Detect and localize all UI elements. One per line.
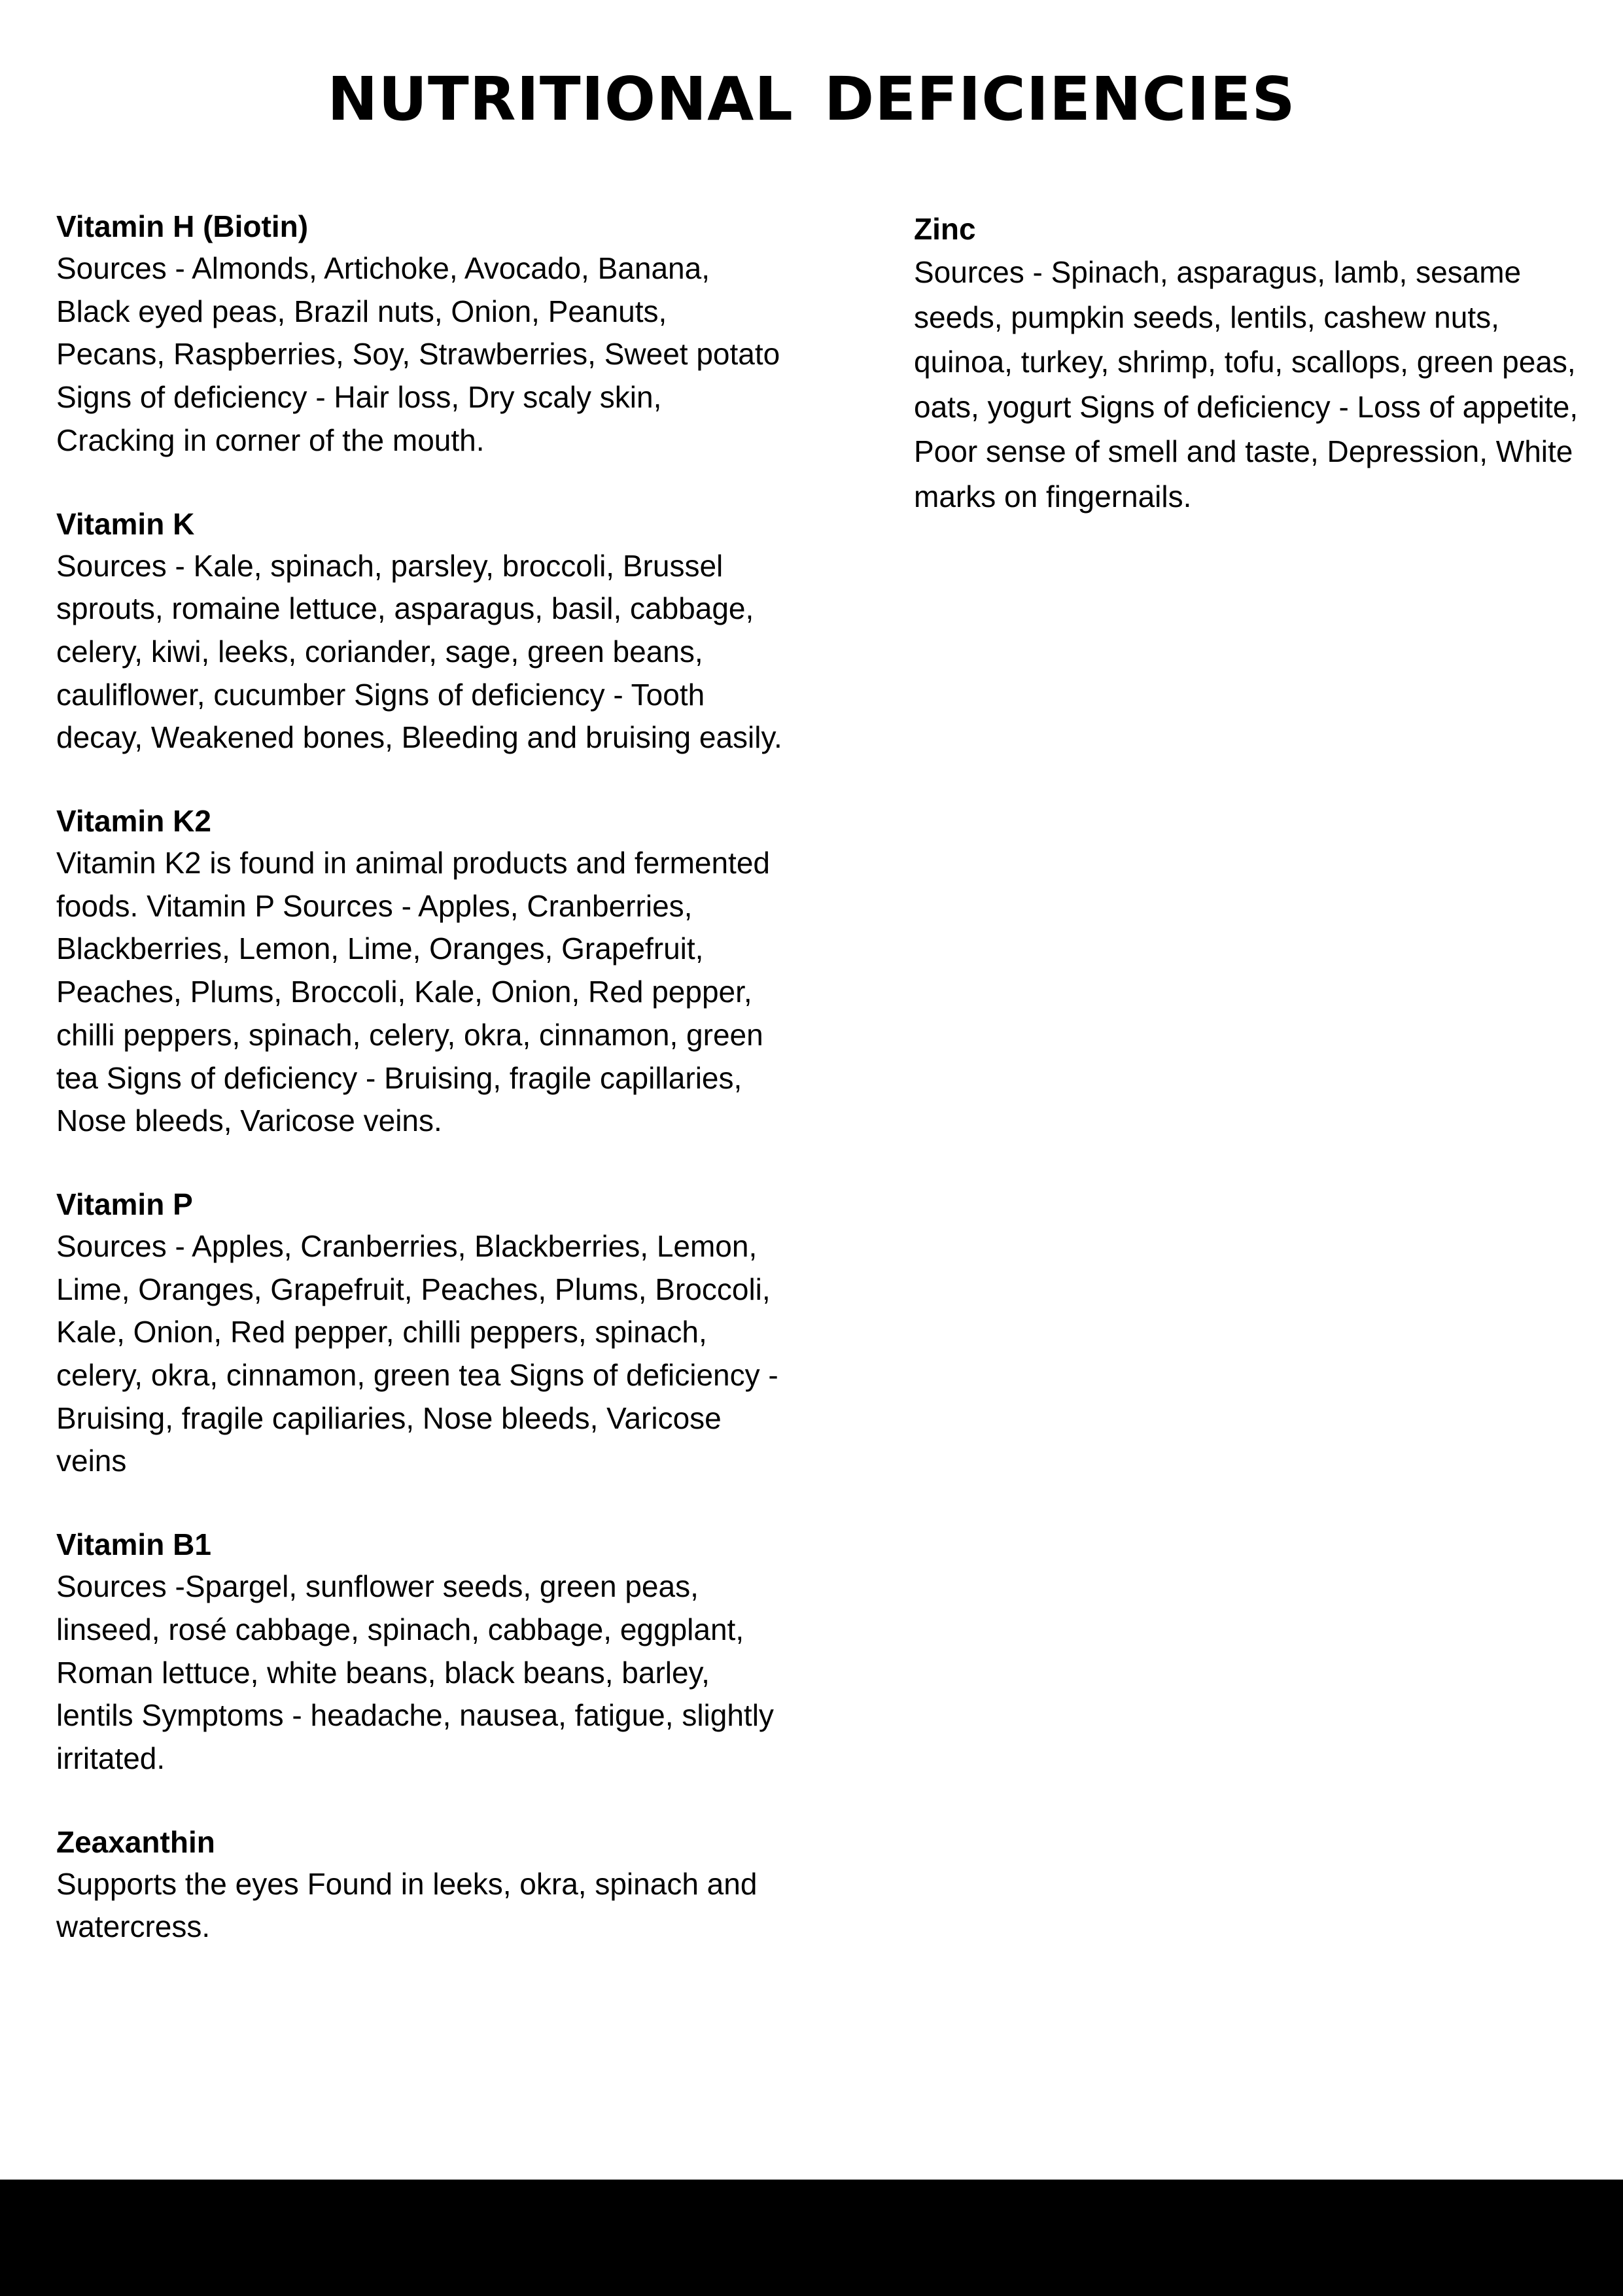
- right-column: [914, 211, 1588, 563]
- entry-vitamin-p: [56, 1186, 782, 1483]
- entry-heading: Vitamin H (Biotin): [56, 209, 309, 243]
- entry-heading: Vitamin K: [56, 506, 195, 541]
- entry-heading: Zinc: [914, 212, 976, 246]
- entry-heading: Vitamin K2: [56, 804, 211, 839]
- entry-heading: Vitamin B1: [56, 1527, 211, 1562]
- entry-vitamin-k2: [56, 803, 782, 1143]
- entry-vitamin-k: [56, 506, 782, 760]
- entry-vitamin-h: [56, 208, 782, 462]
- entry-text: Sources - Kale, spinach, parsley, broccoli, Brussel sprouts, romaine lettuce, asparagus, basil, cabbage, celery, kiwi, leeks, coriander, sage, green beans, cauliflower, cucumber Signs of deficiency - Tooth decay, Weakened bones, Bleeding and bruising easily.: [56, 548, 782, 755]
- entry-zinc: [914, 211, 1588, 519]
- page-title: NUTRITIONAL DEFICIENCIES: [327, 64, 1296, 134]
- entry-text: Sources - Almonds, Artichoke, Avocado, Banana, Black eyed peas, Brazil nuts, Onion, Peanuts, Pecans, Raspberries, Soy, Strawberries, Sweet potato Signs of deficiency - Hair loss, Dry scaly skin, Cracking in corner of the mouth.: [56, 251, 780, 457]
- entry-text: Sources - Spinach, asparagus, lamb, sesame seeds, pumpkin seeds, lentils, cashew nuts, quinoa, turkey, shrimp, tofu, scallops, green peas, oats, yogurt Signs of deficiency - Loss of appetite, Poor sense of smell and taste, Depression, White marks on fingernails.: [914, 255, 1579, 513]
- left-column: [56, 208, 782, 1992]
- footer-bar: [0, 2180, 1623, 2296]
- entry-text: Sources - Apples, Cranberries, Blackberries, Lemon, Lime, Oranges, Grapefruit, Peaches, Plums, Broccoli, Kale, Onion, Red pepper, chilli peppers, spinach, celery, okra, cinnamon, green tea Signs of deficiency - Bruising, fragile capiliaries, Nose bleeds, Varicose veins: [56, 1228, 778, 1478]
- entry-heading: Vitamin P: [56, 1187, 193, 1221]
- entry-zeaxanthin: [56, 1824, 782, 1949]
- entry-text: Sources -Spargel, sunflower seeds, green peas, linseed, rosé cabbage, spinach, cabbage, eggplant, Roman lettuce, white beans, black beans, barley, lentils Symptoms - headache, nausea, fatigue, slightly irritated.: [56, 1569, 774, 1775]
- entry-heading: Zeaxanthin: [56, 1824, 215, 1859]
- entry-text: Supports the eyes Found in leeks, okra, spinach and watercress.: [56, 1866, 758, 1944]
- entry-vitamin-b1: [56, 1526, 782, 1781]
- entry-text: Vitamin K2 is found in animal products and fermented foods. Vitamin P Sources - Apples, Cranberries, Blackberries, Lemon, Lime, Oranges, Grapefruit, Peaches, Plums, Broccoli, Kale, Onion, Red pepper, chilli peppers, spinach, celery, okra, cinnamon, green tea Signs of deficiency - Bruising, fragile capillaries, Nose bleeds, Varicose veins.: [56, 846, 770, 1138]
